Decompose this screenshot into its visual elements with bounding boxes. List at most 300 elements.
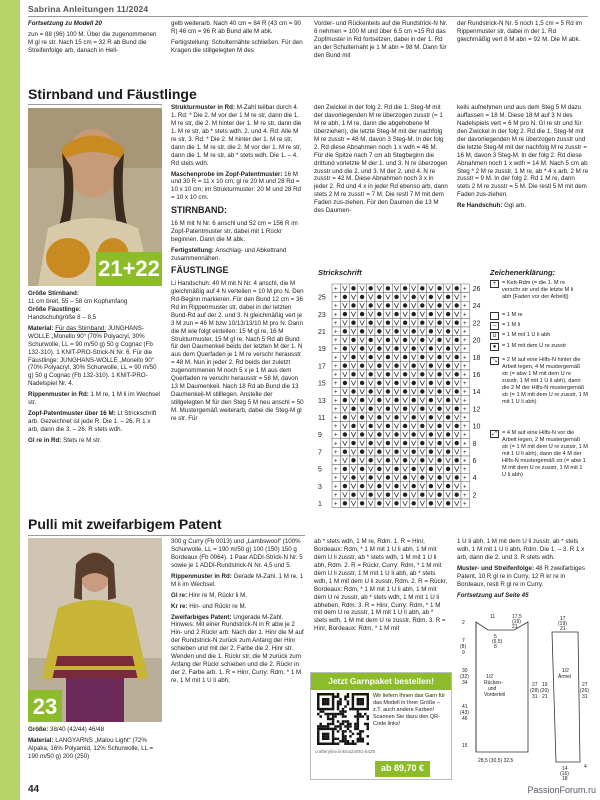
knit-chart: [318, 280, 490, 510]
edge-stitch-mark: +: [463, 346, 467, 353]
sch-sleeve-left-0: 19: [542, 682, 548, 688]
section2-col-2: [171, 538, 305, 688]
qr-module: [327, 738, 329, 740]
qr-module: [357, 738, 359, 740]
row-label-left: 1: [318, 501, 322, 508]
qr-module: [344, 705, 346, 707]
qr-module: [342, 720, 344, 722]
qr-module: [327, 698, 329, 700]
qr-code-icon[interactable]: [317, 693, 369, 745]
edge-stitch-mark: +: [463, 312, 467, 319]
qr-module: [329, 743, 331, 745]
qr-module: [329, 728, 331, 730]
qr-module: [322, 735, 324, 737]
qr-module: [367, 693, 369, 695]
slip-stitch-mark: [360, 450, 364, 454]
row-label-left: 11: [318, 415, 326, 422]
slip-stitch-mark: [386, 321, 390, 325]
slip-stitch-mark: [446, 450, 450, 454]
qr-module: [357, 698, 359, 700]
slip-stitch-mark: [455, 321, 459, 325]
legend-item-4: = 1 M mit dem U re zusstr: [502, 343, 567, 349]
qr-module: [357, 733, 359, 735]
qr-module: [367, 705, 369, 707]
edge-stitch-mark: +: [334, 415, 338, 422]
slip-stitch-mark: [369, 372, 373, 376]
row-label-left: 7: [318, 449, 322, 457]
slip-stitch-mark: [343, 450, 347, 454]
slip-stitch-mark: [412, 398, 416, 402]
qr-module: [344, 720, 346, 722]
section2-col-1: [28, 726, 162, 764]
slip-stitch-mark: [377, 295, 381, 299]
qr-module: [322, 700, 324, 702]
row-label-left: 23: [318, 311, 326, 319]
sch-right-1: (28): [530, 688, 539, 694]
s2-continued: Fortsetzung auf Seite 45: [457, 591, 529, 599]
slip-stitch-mark: [351, 338, 355, 342]
slip-stitch-mark: [420, 321, 424, 325]
chart-title: Strickschrift: [318, 268, 362, 277]
slip-stitch-mark: [369, 389, 373, 393]
slip-stitch-mark: [369, 424, 373, 428]
slip-stitch-mark: [351, 355, 355, 359]
qr-module: [354, 728, 356, 730]
yarn-pack-box: [310, 672, 452, 780]
slip-stitch-mark: [360, 484, 364, 488]
row-label-right: 8: [472, 440, 477, 448]
edge-stitch-mark: +: [334, 355, 338, 362]
slip-stitch-mark: [343, 312, 347, 316]
slip-stitch-mark: [394, 312, 398, 316]
legend-item-1: = 1 M re: [502, 312, 523, 318]
slip-stitch-mark: [394, 329, 398, 333]
slip-stitch-mark: [343, 398, 347, 402]
qr-module: [362, 738, 364, 740]
legend-symbol-0: +: [490, 280, 499, 288]
qr-module: [352, 705, 354, 707]
qr-module: [324, 700, 326, 702]
sch-left-3: 9: [462, 650, 465, 656]
qr-module: [367, 735, 369, 737]
qr-module: [332, 728, 334, 730]
qr-module: [339, 703, 341, 705]
slip-stitch-mark: [420, 407, 424, 411]
qr-module: [357, 710, 359, 712]
slip-stitch-mark: [455, 372, 459, 376]
qr-module: [332, 733, 334, 735]
slip-stitch-mark: [412, 364, 416, 368]
qr-module: [342, 733, 344, 735]
headband-finish-label: Fertigstellung:: [171, 246, 214, 254]
edge-stitch-mark: +: [334, 329, 338, 336]
qr-module: [344, 743, 346, 745]
edge-stitch-mark: +: [334, 389, 338, 396]
slip-stitch-mark: [437, 493, 441, 497]
qr-module: [339, 710, 341, 712]
edge-stitch-mark: +: [463, 501, 467, 508]
slip-stitch-mark: [437, 338, 441, 342]
sch-left-7: 41: [462, 704, 468, 710]
slip-stitch-mark: [437, 303, 441, 307]
qr-module: [322, 743, 324, 745]
s2-material-cont: 300 g Curry (Fb 0013) und „Lambswool“ (100% Schurwolle, LL = 190 m/50 g) 100 (150) 150 g Bordeaux (Fb 0064). 1 Paar ADDI-Strick-N Nr. 5 sowie je 1 ADDI-Rundstrick-N Nr. 4,5 und 5.: [171, 538, 303, 569]
slip-stitch-mark: [386, 475, 390, 479]
right-mitten-text: Ggl arb.: [504, 202, 527, 210]
edge-stitch-mark: +: [334, 381, 338, 388]
gusset-text: den Zwickel in der folg 2. Rd die 1. Steg-M mit der davorliegenden M re überzogen zusstr (= 1 M re abh, 1 M re, dann die abgehobene M überziehen), die letzte Steg-M mit der nachfolg M re zusstr = 48 M, davon 3 Steg-M. In der folg 2. Rd diese Abnahmen noch 1 x wdh = 46 M. Für die Spitze nach 7 cm ab Stegbeginn die drittund vorletzte M der 1. und 3. N re überzogen zusstr und die 2. und 3. M der 2. und 4. N re zusstr = 42 M. Diese Abnahmen noch 3 x in jeder 2. Rd und 4 x in jeder Rd ebenso arb, dann stets 2 M re zusstr = 7 M. Die restl 7 M mit dem Faden zus-ziehen. Für den Daumen die 13 M des Daumen-: [314, 104, 448, 215]
slip-stitch-mark: [403, 286, 407, 290]
qr-module: [319, 715, 321, 717]
slip-stitch-mark: [386, 372, 390, 376]
sch-sleeve-right-1: (26): [580, 688, 589, 694]
slip-stitch-mark: [429, 295, 433, 299]
sch-sleeve-0: 1/2: [562, 668, 569, 674]
slip-stitch-mark: [429, 329, 433, 333]
thumb-text: keils aufnehmen und aus dem Steg 5 M dazu auffassen = 18 M. Diese 18 M auf 3 N des Nadelspiels vert = 6 M pro N. Gl re str und für den Zwickel in der folg 2. Rd die 1. Steg-M mit der davorliegenden M re überzogen zusstr und die letzte Steg-M mit der nachfolg M re zusstr = 16 M, davon 3 Steg-M. In der folg 2. Rd diese Abnahmen noch 1 x wdh = 14 M. Nach 5 cm ab Steg * 2 M re zusstr, 1 M re, ab * 4 x arb, 2 M re zusstr = 9 M. In der folg 2. Rd 1 M re, dann stets 2 M re zusstr = 5 M. Die restl 5 M mit dem Faden zus-ziehen.: [457, 104, 589, 199]
qr-module: [347, 728, 349, 730]
qr-module: [354, 743, 356, 745]
headband-title: STIRNBAND:: [171, 205, 227, 216]
qr-module: [327, 693, 329, 695]
top-col-1: [28, 20, 162, 58]
qr-module: [337, 725, 339, 727]
slip-stitch-mark: [420, 493, 424, 497]
edge-stitch-mark: +: [334, 286, 338, 293]
qr-module: [357, 740, 359, 742]
edge-stitch-mark: +: [463, 484, 467, 491]
slip-stitch-mark: [446, 484, 450, 488]
section1-col-1: [28, 290, 162, 448]
slip-stitch-mark: [429, 501, 433, 505]
qr-module: [317, 693, 319, 695]
s2-size: 38/40 (42/44) 46/48: [50, 726, 105, 733]
qr-module: [322, 738, 324, 740]
slip-stitch-mark: [377, 415, 381, 419]
price-tag[interactable]: ab 89,70 €: [375, 761, 430, 777]
qr-module: [339, 713, 341, 715]
slip-stitch-mark: [394, 295, 398, 299]
slip-stitch-mark: [386, 303, 390, 307]
slip-stitch-mark: [437, 475, 441, 479]
garment-schematic: [458, 612, 594, 782]
qr-module: [364, 713, 366, 715]
section2-col-3: [314, 538, 448, 636]
edge-stitch-mark: +: [334, 312, 338, 319]
yarn-pack-text: Wir liefern Ihnen das Garn für das Modell in Ihrer Größe – z.T. auch andere Farben! Scannen Sie dazu den QR-Code links!: [373, 693, 446, 727]
qr-module: [359, 733, 361, 735]
qr-module: [342, 708, 344, 710]
edge-stitch-mark: +: [463, 441, 467, 448]
qr-module: [332, 708, 334, 710]
top-finishing: Fertigstellung: Schulternähte schließen. Für den Kragen die stillgelegten M des: [171, 38, 303, 54]
qr-module: [359, 713, 361, 715]
qr-module: [319, 743, 321, 745]
slip-stitch-mark: [360, 415, 364, 419]
slip-stitch-mark: [412, 501, 416, 505]
cable-label: Zopf-Patentmuster über 16 M:: [28, 410, 116, 418]
qr-module: [317, 740, 319, 742]
slip-stitch-mark: [437, 321, 441, 325]
slip-stitch-mark: [369, 303, 373, 307]
qr-module: [324, 708, 326, 710]
slip-stitch-mark: [403, 389, 407, 393]
slip-stitch-mark: [412, 329, 416, 333]
qr-module: [359, 698, 361, 700]
edge-stitch-mark: +: [334, 346, 338, 353]
qr-module: [319, 693, 321, 695]
edge-stitch-mark: +: [334, 458, 338, 465]
running-head: Sabrina Anleitungen 11/2024: [28, 4, 149, 14]
mitten-title: FÄUSTLINGE: [171, 265, 229, 276]
qr-module: [344, 695, 346, 697]
qr-module: [317, 698, 319, 700]
legend-item-6: = 4 M auf eine Hilfs-N vor die Arbeit legen, 2 M mustergemäß str (= 1 M mit dem U re zusstr, 1 M mit 1 U li abh), dann die 4 M der Hilfs-N mustergemäß str (= abw 1 M mit dem U re zusstr, 1 M mit 1 U li abh): [502, 430, 588, 478]
slip-stitch-mark: [455, 355, 459, 359]
slip-stitch-mark: [394, 346, 398, 350]
continuation-label: Fortsetzung zu Modell 20: [28, 20, 102, 27]
qr-module: [339, 698, 341, 700]
slip-stitch-mark: [369, 475, 373, 479]
qr-module: [367, 700, 369, 702]
qr-module: [359, 738, 361, 740]
slip-stitch-mark: [455, 441, 459, 445]
qr-module: [337, 713, 339, 715]
slip-stitch-mark: [351, 458, 355, 462]
watermark: PassionForum.ru: [527, 785, 596, 795]
section2-col-4: [457, 538, 589, 603]
slip-stitch-mark: [429, 415, 433, 419]
qr-module: [364, 708, 366, 710]
edge-stitch-mark: +: [463, 303, 467, 310]
slip-stitch-mark: [446, 295, 450, 299]
slip-stitch-mark: [437, 424, 441, 428]
row-label-right: 10: [472, 423, 481, 431]
yarn-pack-title: Jetzt Garnpaket bestellen!: [311, 673, 451, 690]
edge-stitch-mark: +: [463, 355, 467, 362]
edge-stitch-mark: +: [463, 475, 467, 482]
sch-sleeve-bot-1: (16): [560, 771, 569, 777]
slip-stitch-mark: [412, 295, 416, 299]
slip-stitch-mark: [369, 355, 373, 359]
s2-stripe-label: Muster- und Streifenfolge:: [457, 564, 534, 572]
qr-module: [324, 728, 326, 730]
slip-stitch-mark: [429, 346, 433, 350]
slip-stitch-mark: [394, 415, 398, 419]
edge-stitch-mark: +: [463, 492, 467, 499]
yarn-pack-url[interactable]: crafteryline.link/sa24051-6425: [315, 749, 376, 754]
qr-module: [364, 693, 366, 695]
legend-symbol-3: ∪: [490, 332, 499, 340]
headband-text: 16 M mit N Nr. 6 anschl und 52 cm = 156 R im Zopf-Patentmuster str, dabei mit 1 Rückr beginnen. Dann die M abk.: [171, 219, 298, 243]
slip-stitch-mark: [360, 432, 364, 436]
qr-module: [327, 700, 329, 702]
sch-sleeve-right-2: 31: [582, 694, 588, 700]
slip-stitch-mark: [360, 381, 364, 385]
qr-module: [367, 708, 369, 710]
qr-module: [332, 740, 334, 742]
qr-module: [337, 730, 339, 732]
qr-module: [317, 725, 319, 727]
qr-module: [364, 723, 366, 725]
qr-module: [354, 725, 356, 727]
slip-stitch-mark: [437, 441, 441, 445]
qr-module: [347, 740, 349, 742]
qr-module: [334, 715, 336, 717]
qr-module: [334, 728, 336, 730]
sch-top-2: (19): [512, 619, 521, 625]
qr-module: [347, 700, 349, 702]
s2-gl: Hinr re M, Rückr li M.: [188, 591, 248, 599]
qr-module: [332, 700, 334, 702]
slip-stitch-mark: [369, 493, 373, 497]
slip-stitch-mark: [437, 389, 441, 393]
edge-stitch-mark: +: [334, 501, 338, 508]
slip-stitch-mark: [343, 295, 347, 299]
sch-sleeve-bot-2: 18: [562, 776, 568, 782]
slip-stitch-mark: [437, 372, 441, 376]
qr-module: [327, 703, 329, 705]
legend-item-0: = Kett-Rdm (= die 1. M re verschr str und die letzte M li abh [Faden vor der Arbeit]): [502, 280, 574, 300]
qr-module: [324, 698, 326, 700]
qr-module: [342, 730, 344, 732]
edge-stitch-mark: +: [463, 467, 467, 474]
slip-stitch-mark: [386, 493, 390, 497]
edge-stitch-mark: +: [463, 381, 467, 388]
slip-stitch-mark: [377, 450, 381, 454]
sch-top-0: 11: [490, 614, 496, 620]
slip-stitch-mark: [437, 407, 441, 411]
row-label-right: 4: [472, 475, 477, 483]
slip-stitch-mark: [386, 407, 390, 411]
section1-col-2: [171, 104, 305, 426]
qr-module: [344, 715, 346, 717]
structure-label: Strukturmuster in Rd:: [171, 104, 235, 111]
slip-stitch-mark: [386, 424, 390, 428]
qr-module: [327, 743, 329, 745]
qr-module: [354, 715, 356, 717]
slip-stitch-mark: [377, 484, 381, 488]
qr-module: [342, 715, 344, 717]
slip-stitch-mark: [360, 329, 364, 333]
sch-left-8: (43): [460, 710, 469, 716]
qr-module: [332, 718, 334, 720]
edge-stitch-mark: +: [463, 406, 467, 413]
qr-module: [327, 708, 329, 710]
sch-sleeve-top-0: 17: [560, 616, 566, 622]
slip-stitch-mark: [446, 312, 450, 316]
qr-module: [344, 710, 346, 712]
qr-module: [367, 718, 369, 720]
slip-stitch-mark: [386, 338, 390, 342]
legend-symbol-4: ●: [490, 343, 499, 351]
top-col-2: [171, 20, 305, 58]
qr-module: [337, 703, 339, 705]
slip-stitch-mark: [394, 467, 398, 471]
knit-chart-svg: [318, 280, 490, 510]
legend-title: Zeichenerklärung:: [490, 268, 556, 277]
slip-stitch-mark: [446, 329, 450, 333]
qr-module: [327, 715, 329, 717]
qr-module: [357, 720, 359, 722]
qr-module: [317, 708, 319, 710]
top-rule: [28, 16, 588, 17]
slip-stitch-mark: [386, 286, 390, 290]
s2-patent-label: Zweifarbiges Patent:: [171, 613, 232, 621]
slip-stitch-mark: [351, 372, 355, 376]
page-number: 44: [28, 784, 40, 795]
slip-stitch-mark: [412, 381, 416, 385]
qr-module: [344, 738, 346, 740]
slip-stitch-mark: [343, 329, 347, 333]
sch-sleeve-top-1: (19): [558, 621, 567, 627]
row-label-left: 17: [318, 363, 326, 371]
slip-stitch-mark: [369, 458, 373, 462]
qr-module: [357, 713, 359, 715]
slip-stitch-mark: [343, 432, 347, 436]
slip-stitch-mark: [394, 364, 398, 368]
qr-module: [357, 723, 359, 725]
qr-module: [367, 703, 369, 705]
slip-stitch-mark: [394, 484, 398, 488]
slip-stitch-mark: [446, 346, 450, 350]
slip-stitch-mark: [412, 467, 416, 471]
qr-module: [327, 728, 329, 730]
sch-sleeve-bot-0: 14: [562, 766, 568, 772]
qr-module: [317, 735, 319, 737]
qr-module: [332, 715, 334, 717]
qr-module: [324, 733, 326, 735]
slip-stitch-mark: [437, 355, 441, 359]
qr-module: [357, 703, 359, 705]
qr-module: [347, 720, 349, 722]
section1-title: Stirnband und Fäustlinge: [28, 86, 197, 102]
qr-module: [322, 710, 324, 712]
qr-module: [347, 695, 349, 697]
gauge-text: 16 M und 30 R = 11 x 10 cm; gl re 20 M und 28 Rd = 10 x 10 cm; im Strukturmuster: 20 M und 28 Rd = 10 x 10 cm.: [171, 170, 301, 202]
slip-stitch-mark: [437, 286, 441, 290]
top-col2-text: gelb weiterarb. Nach 40 cm = 84 R (43 cm = 90 R) 46 cm = 96 R ab Bund alle M abk.: [171, 20, 302, 35]
slip-stitch-mark: [455, 389, 459, 393]
qr-module: [339, 700, 341, 702]
sch-top-3: 21: [512, 624, 518, 630]
slip-stitch-mark: [446, 415, 450, 419]
qr-module: [329, 708, 331, 710]
qr-module: [347, 723, 349, 725]
edge-stitch-mark: +: [463, 372, 467, 379]
qr-module: [329, 713, 331, 715]
edge-stitch-mark: +: [463, 415, 467, 422]
edge-stitch-mark: +: [334, 363, 338, 370]
s2-col3-text: ab * stets wdh, 1 M re, Rdm. 1. R = Hinr, Bordeaux: Rdm, * 1 M mit 1 U li abh, 1 M mit dem U li zusstr, ab * stets wdh, 1 M mit 1 U li abh, Rdm. 2. R = Rückr, Curry: Rdm, * 1 M mit dem U li zusstr, 1 M mit 1 U li abh, ab * stets wdh, 1 M mit dem U li zusstr, Rdm. 2. R = Rückr, Bordeaux: Rdm, * 1 M mit 1 U li abh, 1 M mit dem U re zusstr, ab * stets wdh, 1 M mit 1 U li abheben, Rdm. 3. R = Hinr, Curry: Rdm, * 1 M mit dem U re zusstr, 1 M mit 1 U li abh, ab * stets wdh, 1 M mit dem U re zusstr, Rdm. 3. R = Hinr, Bordeaux: Rdm, * 1 M mit: [314, 538, 448, 633]
slip-stitch-mark: [386, 458, 390, 462]
gauge-label: Maschenprobe im Zopf-Patentmuster:: [171, 170, 283, 178]
edge-stitch-mark: +: [463, 320, 467, 327]
legend-symbol-2: –: [490, 322, 499, 330]
gl-text: Stets re M str.: [63, 436, 102, 444]
sch-top-5: (6,5): [492, 639, 503, 645]
slip-stitch-mark: [377, 501, 381, 505]
slip-stitch-mark: [343, 364, 347, 368]
slip-stitch-mark: [455, 475, 459, 479]
slip-stitch-mark: [377, 312, 381, 316]
slip-stitch-mark: [403, 338, 407, 342]
qr-module: [349, 735, 351, 737]
qr-module: [349, 743, 351, 745]
qr-module: [337, 700, 339, 702]
slip-stitch-mark: [420, 286, 424, 290]
sch-top-6: 8: [494, 644, 497, 650]
